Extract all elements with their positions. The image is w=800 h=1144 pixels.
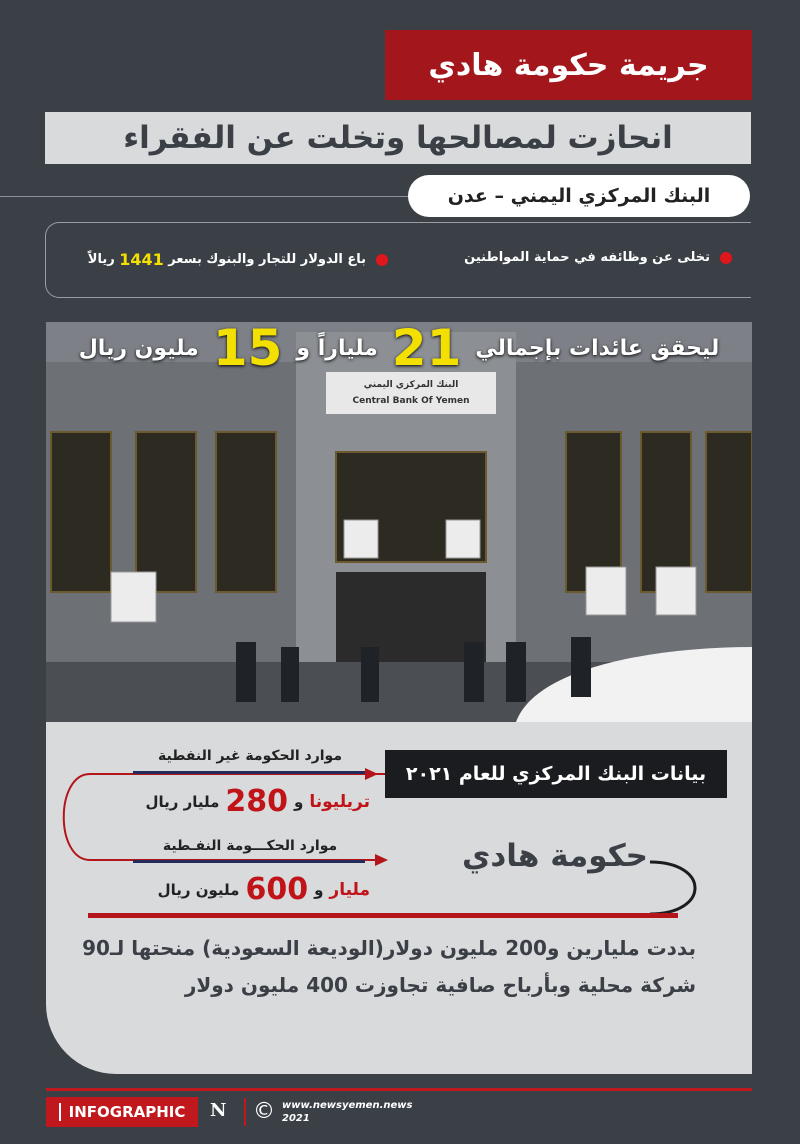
oil-billion-unit: مليار	[329, 879, 370, 900]
deposit-description: بددت مليارين و200 مليون دولار(الوديعة السعودية) منحتها لـ90 شركة محلية وبأرباح صافية تجاوزت 400 مليون دولار	[82, 936, 696, 997]
oil-title: موارد الحكـــومة النفـطية	[162, 838, 338, 854]
site-year: 2021	[282, 1113, 310, 1124]
bullet-text: باع الدولار للتجار والبنوك بسعر	[168, 252, 366, 267]
footer-divider	[46, 1088, 752, 1091]
footer-separator	[244, 1098, 246, 1126]
non-oil-and: و	[294, 792, 304, 811]
bullet-text: تخلى عن وظائفه في حماية المواطنين	[464, 250, 710, 265]
revenue-prefix: ليحقق عائدات بإجمالي	[475, 335, 720, 361]
oil-millions-unit: مليون ريال	[157, 880, 240, 899]
revenue-billions: 21	[391, 319, 462, 377]
red-divider	[88, 913, 678, 918]
oil-millions: 600	[245, 872, 309, 907]
revenue-millions-unit: مليون ريال	[78, 335, 199, 361]
location-tag: البنك المركزي اليمني – عدن	[408, 175, 750, 217]
bank-sign-arabic: البنك المركزي اليمني	[363, 380, 459, 390]
government-name: حكومة هادي	[461, 838, 649, 874]
non-oil-billions-unit: مليار ريال	[145, 792, 220, 811]
non-oil-trillion-unit: تريليونا	[309, 791, 370, 812]
newsyemen-logo-icon: N	[210, 1100, 227, 1121]
non-oil-title: موارد الحكومة غير النفطية	[157, 748, 342, 764]
subtitle: انحازت لمصالحها وتخلت عن الفقراء	[45, 112, 751, 164]
oil-value	[130, 872, 370, 907]
arrow-head-icon	[375, 854, 388, 866]
main-title: جريمة حكومة هادي	[385, 30, 752, 100]
non-oil-underline	[133, 771, 365, 774]
arrow-head-icon	[365, 768, 378, 780]
non-oil-value	[120, 784, 370, 819]
data-section-label: بيانات البنك المركزي للعام ٢٠٢١	[385, 750, 727, 798]
exchange-rate: 1441	[119, 250, 164, 269]
copyright-icon: ©	[253, 1099, 275, 1124]
bank-sign-english: Central Bank Of Yemen	[352, 396, 470, 406]
oil-underline	[133, 860, 365, 863]
infographic-badge	[46, 1097, 198, 1127]
footer-site[interactable]	[282, 1099, 412, 1125]
badge-label: INFOGRAPHIC	[68, 1103, 186, 1121]
revenue-billions-unit: ملياراً و	[296, 335, 378, 361]
revenue-millions: 15	[212, 319, 283, 377]
bullet-unit: ريالاً	[87, 252, 115, 267]
non-oil-billions: 280	[225, 784, 289, 819]
site-url[interactable]: www.newsyemen.news	[282, 1100, 413, 1111]
badge-bar	[59, 1103, 61, 1121]
oil-and: و	[314, 880, 324, 899]
